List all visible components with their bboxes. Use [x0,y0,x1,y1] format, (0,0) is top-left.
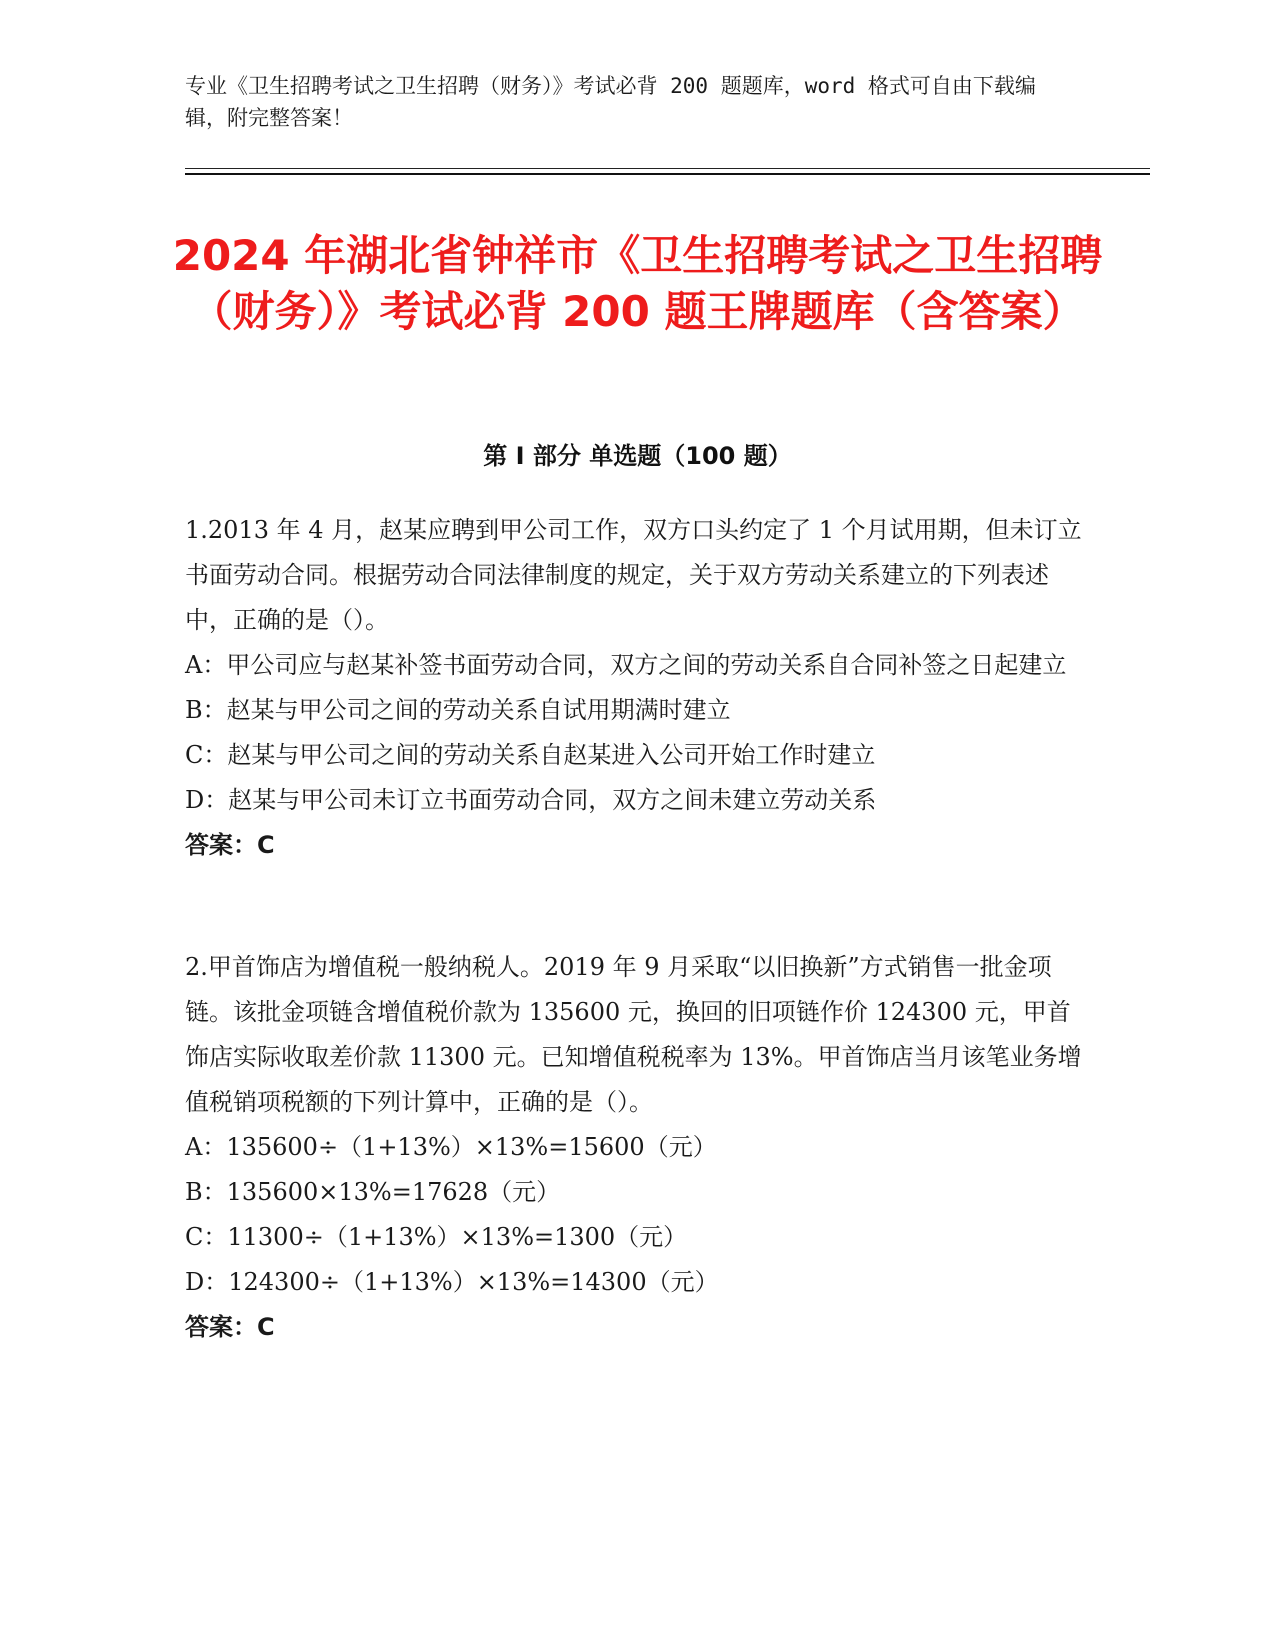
option-b: B：135600×13%=17628（元） [185,1178,561,1206]
question-stem: 2.甲首饰店为增值税一般纳税人。2019 年 9 月采取“以旧换新”方式销售一批金项链。该批金项链含增值税价款为 135600 元，换回的旧项链作价 124300 元，甲首饰店实际收取差价款 11300 元。已知增值税税率为 13%。甲首饰店当月该笔业务增值税销项税额的下列计算中，正确的是（）。 [185,953,1082,1116]
option-d: D：赵某与甲公司未订立书面劳动合同，双方之间未建立劳动关系 [185,786,877,814]
option-d: D：124300÷（1+13%）×13%=14300（元） [185,1268,719,1296]
section-heading: 第 I 部分 单选题（100 题） [483,442,792,470]
option-c: C：赵某与甲公司之间的劳动关系自赵某进入公司开始工作时建立 [185,741,876,769]
option-c: C：11300÷（1+13%）×13%=1300（元） [185,1223,688,1251]
option-b: B：赵某与甲公司之间的劳动关系自试用期满时建立 [185,696,731,724]
question-stem: 1.2013 年 4 月，赵某应聘到甲公司工作，双方口头约定了 1 个月试用期，但未订立书面劳动合同。根据劳动合同法律制度的规定，关于双方劳动关系建立的下列表述中，正确的是（）。 [185,516,1082,634]
header-note: 专业《卫生招聘考试之卫生招聘（财务）》考试必背 200 题题库，word 格式可自由下载编辑，附完整答案！ [185,74,1036,130]
option-a: A：甲公司应与赵某补签书面劳动合同，双方之间的劳动关系自合同补签之日起建立 [185,651,1067,679]
question-1 [185,508,1090,868]
question-2 [185,945,1090,1350]
answer: 答案：C [185,1313,275,1341]
document-title: 2024 年湖北省钟祥市《卫生招聘考试之卫生招聘（财务）》考试必背 200 题王牌题库（含答案） [172,231,1103,336]
option-a: A：135600÷（1+13%）×13%=15600（元） [185,1133,717,1161]
header-rule-thin [185,168,1150,169]
answer: 答案：C [185,831,275,859]
header-rule-thick [185,173,1150,175]
